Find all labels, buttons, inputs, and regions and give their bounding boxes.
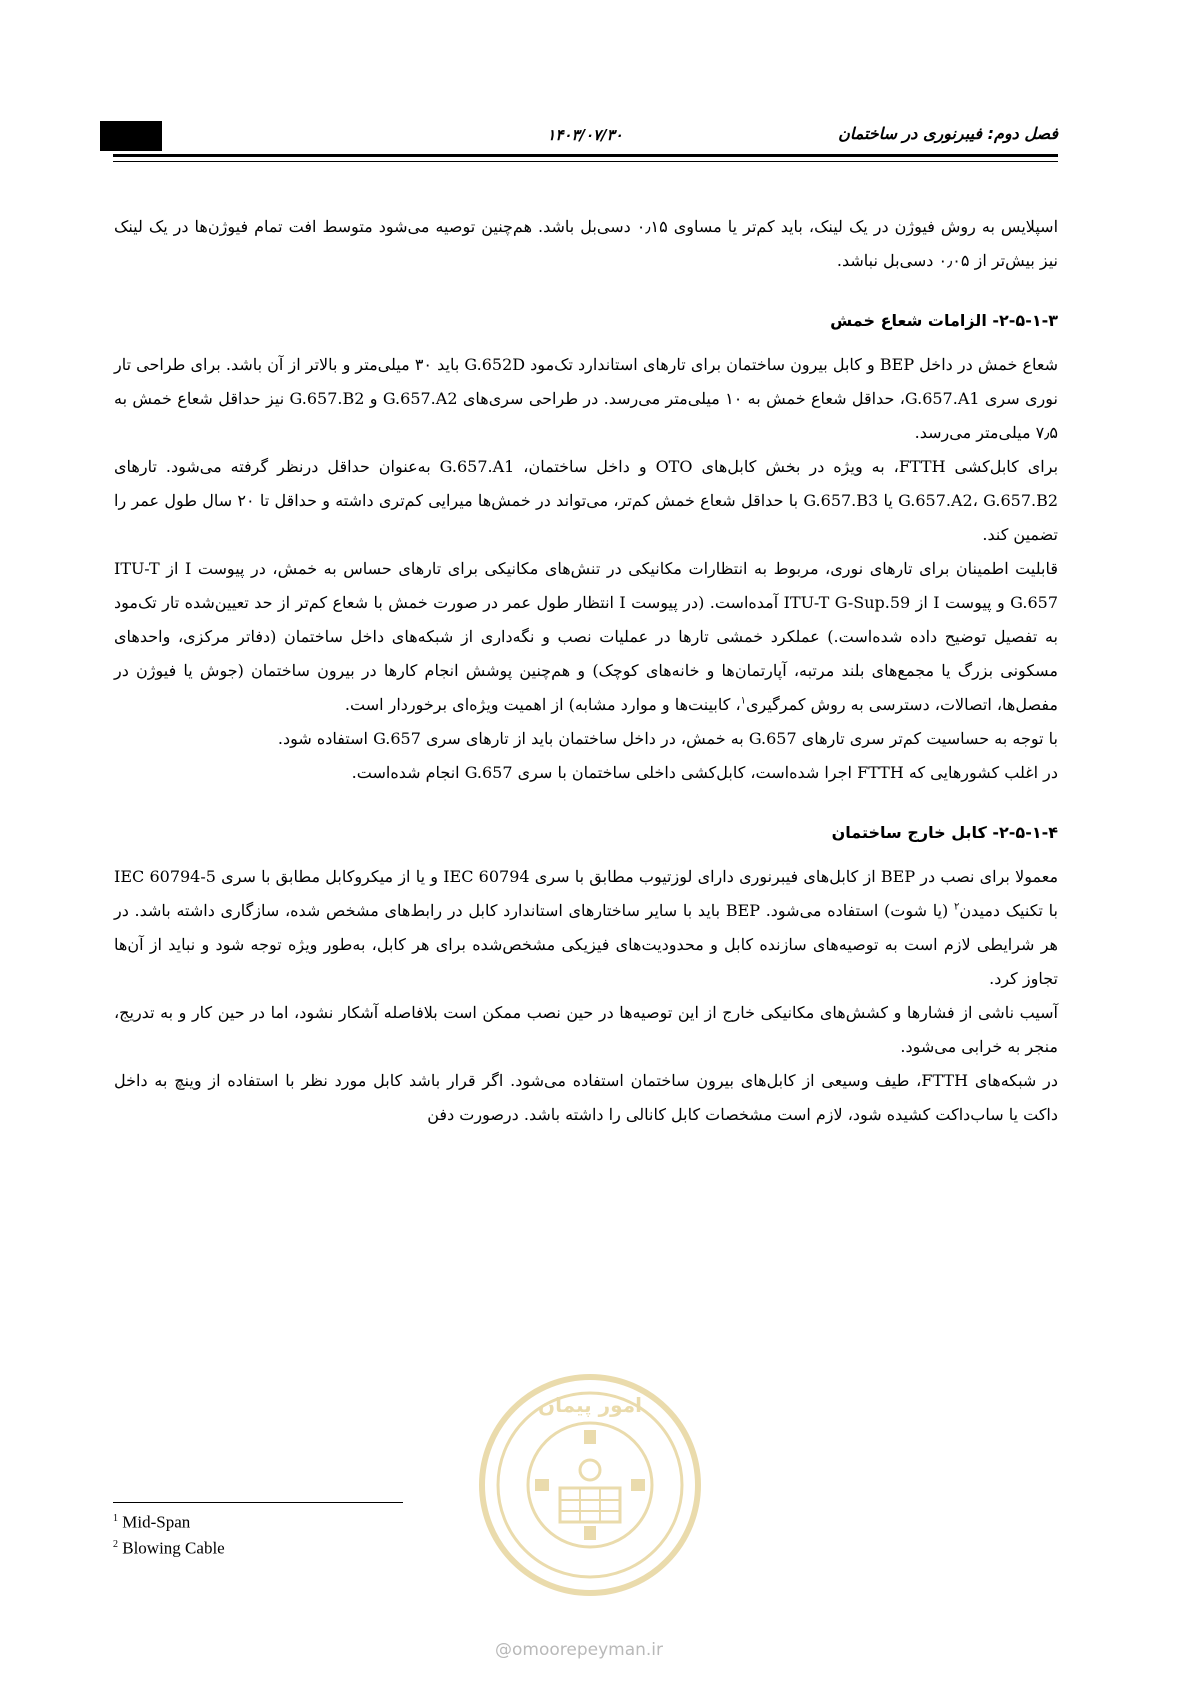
header-date: ۱۴۰۳/۰۷/۳۰ <box>547 126 623 144</box>
header-rule-thin <box>113 161 1058 162</box>
section-heading: ۲-۵-۱-۳- الزامات شعاع خمش <box>830 311 1058 330</box>
paragraph: برای کابل‌کشی FTTH، به ویژه در بخش کابل‌های OTO و داخل ساختمان، G.657.A1 به‌عنوان حداقل درنظر گرفته می‌شود. تارهای G.657.A2، G.657.B2 یا G.657.B3 با حداقل شعاع خمش کم‌تر، می‌تواند در خمش‌ها میرایی کم‌تری داشته و حداقل تا ۲۰ سال طول عمر را تضمین کند. <box>114 457 1059 544</box>
page-number-box <box>100 121 162 151</box>
footnote-ref: ۲ <box>953 901 960 913</box>
watermark-site: @omoorepeyman.ir <box>495 1640 664 1660</box>
footnote-rule <box>113 1502 403 1503</box>
paragraph: اسپلایس به روش فیوژن در یک لینک، باید کم‌تر یا مساوی ۰٫۱۵ دسی‌بل باشد. هم‌چنین توصیه می‌شود متوسط افت تمام فیوژن‌ها در یک لینک نیز بیش‌تر از ۰٫۰۵ دسی‌بل نباشد. <box>114 217 1059 270</box>
header-rule-thick <box>113 154 1058 157</box>
footnote-text: Blowing Cable <box>122 1538 225 1558</box>
paragraph: آسیب ناشی از فشارها و کشش‌های مکانیکی خارج از این توصیه‌ها در حین نصب ممکن است بلافاصله آشکار نشود، اما در حین کار و به تدریج، منجر به خرابی می‌شود. <box>114 1003 1058 1056</box>
footnote-number: 2 <box>113 1538 118 1550</box>
watermark-site-text: omoorepeyman.ir <box>512 1640 664 1660</box>
header-chapter-title: فصل دوم: فیبرنوری در ساختمان <box>838 124 1058 143</box>
footnotes <box>113 1508 225 1559</box>
paragraph: در شبکه‌های FTTH، طیف وسیعی از کابل‌های بیرون ساختمان استفاده می‌شود. اگر قرار باشد کابل مورد نظر با استفاده از وینچ به داخل داکت یا ساب‌داکت کشیده شود، لازم است مشخصات کابل کانالی را داشته باشد. درصورت دفن <box>114 1071 1058 1124</box>
watermark-seal-text: امور پیمان <box>538 1393 642 1417</box>
paragraph <box>114 552 1058 722</box>
paragraph: با توجه به حساسیت کم‌تر سری تارهای G.657 به خمش، در داخل ساختمان باید از تارهای سری G.657 استفاده شود. <box>277 729 1058 748</box>
footnote-text: Mid-Span <box>122 1512 191 1532</box>
footnote-number: 1 <box>113 1513 118 1524</box>
body-text <box>114 210 1058 1132</box>
paragraph-text: (یا شوت) استفاده می‌شود. BEP باید با سایر ساختارهای استاندارد کابل در رابط‌های مشخص شده، سازگاری داشته باشد. در هر شرایطی لازم است به توصیه‌های سازنده کابل و محدودیت‌های فیزیکی مشخص‌شده برای هر کابل، به‌طور ویژه توجه شود و نباید از آن‌ها تجاوز کرد. <box>114 901 1058 988</box>
paragraph: در اغلب کشورهایی که FTTH اجرا شده‌است، کابل‌کشی داخلی ساختمان با سری G.657 انجام شده‌است. <box>351 763 1058 782</box>
paragraph <box>114 860 1058 996</box>
paragraph-text: ، کابینت‌ها و موارد مشابه) از اهمیت ویژه‌ای برخوردار است. <box>344 695 741 714</box>
watermark-seal-icon <box>475 1370 705 1600</box>
footnote <box>113 1534 225 1560</box>
paragraph: شعاع خمش در داخل BEP و کابل بیرون ساختمان برای تارهای استاندارد تک‌مود G.652D باید ۳۰ میلی‌متر و بالاتر از آن باشد. برای طراحی تار نوری سری G.657.A1، حداقل شعاع خمش به ۱۰ میلی‌متر می‌رسد. در طراحی سری‌های G.657.A2 و G.657.B2 نیز حداقل شعاع خمش به ۷٫۵ میلی‌متر می‌رسد. <box>114 355 1059 442</box>
footnote-ref: ۱ <box>740 695 746 707</box>
section-heading: ۲-۵-۱-۴- کابل خارج ساختمان <box>831 823 1058 842</box>
footnote <box>113 1508 225 1534</box>
paragraph-text: قابلیت اطمینان برای تارهای نوری، مربوط به انتظارات مکانیکی در تنش‌های مکانیکی برای تارهای حساس به خمش، در پیوست I از ITU-T G.657 و پیوست I از ITU-T G-Sup.59 آمده‌است. (در پیوست I انتظار طول عمر در صورت خمش با شعاع کم‌تر از حد تعیین‌شده تار تک‌مود به تفصیل توضیح داده شده‌است.) عملکرد خمشی تارها در عملیات نصب و نگه‌داری از شبکه‌های داخل ساختمان (دفاتر مرکزی، واحدهای مسکونی بزرگ یا مجمع‌های بلند مرتبه، آپارتمان‌ها و خانه‌های کوچک) و هم‌چنین پوشش انجام کارها در بیرون ساختمان (جوش یا فیوژن در مفصل‌ها، اتصالات، دسترسی به روش کمرگیری <box>114 559 1059 714</box>
paragraph-text: معمولا برای نصب در BEP از کابل‌های فیبرنوری دارای لوزتیوب مطابق با سری IEC 60794 و یا از میکروکابل مطابق با سری IEC 60794-5 با تکنیک دمیدن <box>114 867 1059 920</box>
